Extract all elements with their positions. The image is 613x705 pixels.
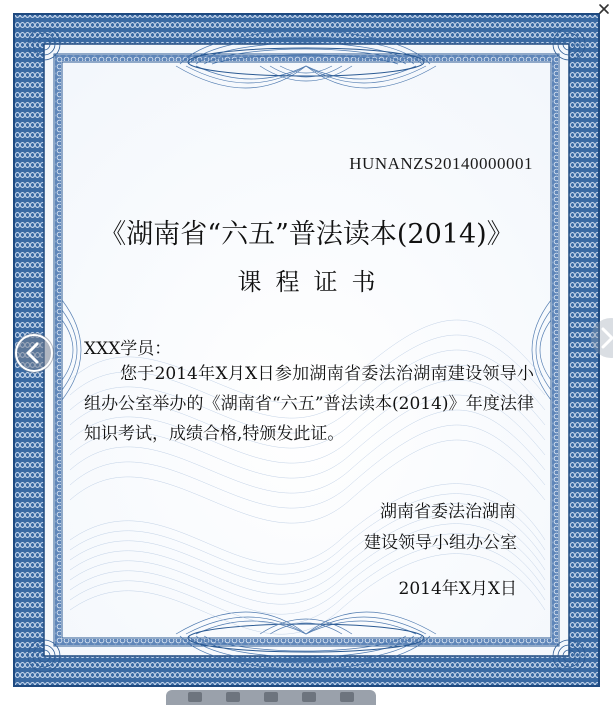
close-icon <box>597 2 611 16</box>
certificate-subtitle: 课程证书 <box>237 268 390 296</box>
certificate-body: 您于2014年X月X日参加湖南省委法治湖南建设领导小组办公室举办的《湖南省“六五”普法读本(2014)》年度法律知识考试，成绩合格,特颁发此证。 <box>84 364 534 444</box>
issue-date: 2014年X月X日 <box>398 579 517 599</box>
certificate-title: 《湖南省“六五”普法读本(2014)》 <box>99 219 514 250</box>
close-button[interactable] <box>597 2 611 16</box>
chevron-left-icon <box>14 333 54 373</box>
chevron-right-icon <box>591 318 613 358</box>
recipient-name: XXX学员： <box>84 339 172 359</box>
issuer-line-1: 湖南省委法治湖南 <box>380 502 516 522</box>
issuer <box>364 497 517 559</box>
toolbar-button[interactable] <box>226 692 240 702</box>
toolbar-button[interactable] <box>264 692 278 702</box>
issuer-line-2: 建设领导小组办公室 <box>364 533 517 553</box>
toolbar-button[interactable] <box>302 692 316 702</box>
viewer-toolbar <box>166 690 376 705</box>
toolbar-button[interactable] <box>188 692 202 702</box>
previous-image-button[interactable] <box>14 333 54 373</box>
next-image-button[interactable] <box>591 318 613 358</box>
toolbar-button[interactable] <box>340 692 354 702</box>
certificate-serial-number: HUNANZS20140000001 <box>349 154 533 173</box>
